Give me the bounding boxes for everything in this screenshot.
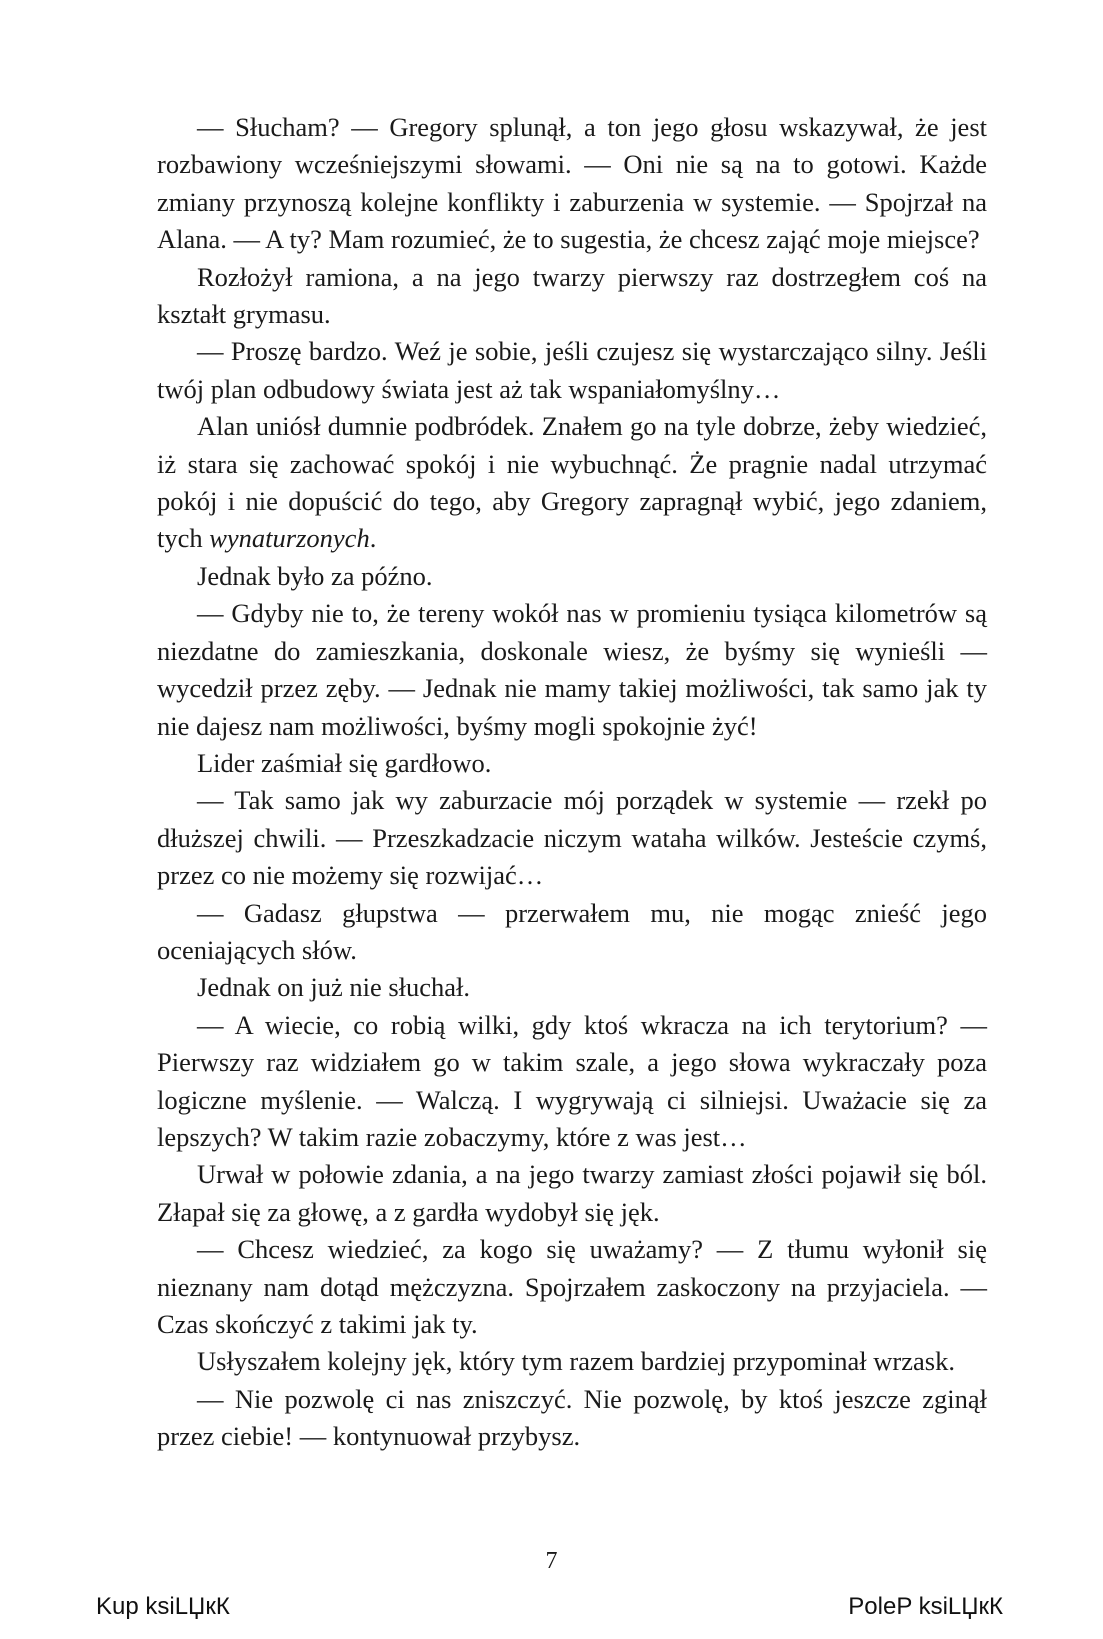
paragraph: — Chcesz wiedzieć, za kogo się uważamy? — Z tłumu wyłonił się nieznany nam dotąd mężczyzna. Spojrzałem zaskoczony na przyjaciela. — Czas skończyć z takimi jak ty. — [157, 1234, 987, 1339]
paragraph: Lider zaśmiał się gardłowo. — [197, 747, 492, 778]
page-number: 7 — [545, 1548, 558, 1574]
paragraph: — Nie pozwolę ci nas zniszczyć. Nie pozwolę, by ktoś jeszcze zginął przez ciebie! — kontynuował przybysz. — [157, 1383, 987, 1452]
italic-word: wynaturzonych — [209, 523, 370, 554]
paragraph: — Słucham? — Gregory splunął, a ton jego głosu wskazywał, że jest rozbawiony wcześniejszymi słowami. — Oni nie są na to gotowi. Każde zmiany przynoszą kolejne konflikty i zaburzenia w systemie. — Spojrzał na Alana. — A ty? Mam rozumieć, że to sugestia, że chcesz zająć moje miejsce? — [157, 112, 987, 255]
paragraph: Urwał w połowie zdania, a na jego twarzy zamiast złości pojawił się ból. Złapał się za głowę, a z gardła wydobył się jęk. — [157, 1159, 987, 1227]
paragraph: Jednak było za późno. — [197, 560, 433, 591]
paragraph: Rozłożył ramiona, a na jego twarzy pierwszy raz dostrzegłem coś na kształt grymasu. — [157, 261, 987, 330]
paragraph: — A wiecie, co robią wilki, gdy ktoś wkracza na ich terytorium? — Pierwszy raz widziałem go w takim szale, a jego słowa wykraczały poza logiczne myślenie. — Walczą. I wygrywają ci silniejsi. Uważacie się za lepszych? W takim razie zobaczymy, które z was jest… — [157, 1009, 987, 1152]
footer-right-tail: кК — [978, 1593, 1003, 1620]
footer-buy-book-link[interactable] — [96, 1592, 230, 1622]
paragraph-alan — [157, 408, 987, 558]
paragraph: Jednak on już nie słuchał. — [197, 972, 471, 1003]
footer-left-text: Kup ksiLЏ — [96, 1593, 206, 1620]
paragraph: — Gadasz głupstwa — przerwałem mu, nie mogąc znieść jego oceniających słów. — [157, 897, 987, 965]
paragraph-text-end: . — [369, 523, 377, 554]
paragraph: — Proszę bardzo. Weź je sobie, jeśli czujesz się wystarczająco silny. Jeśli twój plan odbudowy świata jest aż tak wspaniałomyślny… — [157, 336, 987, 404]
paragraph: — Tak samo jak wy zaburzacie mój porządek w systemie — rzekł po dłuższej chwili. — Przeszkadzacie niczym wataha wilków. Jesteście czymś, przez co nie możemy się rozwijać… — [157, 785, 987, 891]
footer-left-tail: кК — [205, 1593, 230, 1620]
paragraph: Usłyszałem kolejny jęk, który tym razem bardziej przypominał wrzask. — [197, 1346, 955, 1377]
body-text — [157, 109, 987, 1456]
paragraph: — Gdyby nie to, że tereny wokół nas w promieniu tysiąca kilometrów są niezdatne do zamieszkania, doskonale wiesz, że byśmy się wynieśli — wycedził przez zęby. — Jednak nie mamy takiej możliwości, tak samo jak ty nie dajesz nam możliwości, byśmy mogli spokojnie żyć! — [157, 598, 987, 741]
footer-right-text: PoleP ksiLЏ — [848, 1593, 979, 1620]
paragraph-text: Alan uniósł dumnie podbródek. Znałem go na tyle dobrze, żeby wiedzieć, iż stara się zachować spokój i nie wybuchnąć. Że pragnie nadal utrzymać pokój i nie dopuścić do tego, aby Gregory zapragnął wybić, jego zdaniem, tych — [157, 411, 987, 554]
footer-recommend-book-link[interactable] — [848, 1592, 1003, 1622]
